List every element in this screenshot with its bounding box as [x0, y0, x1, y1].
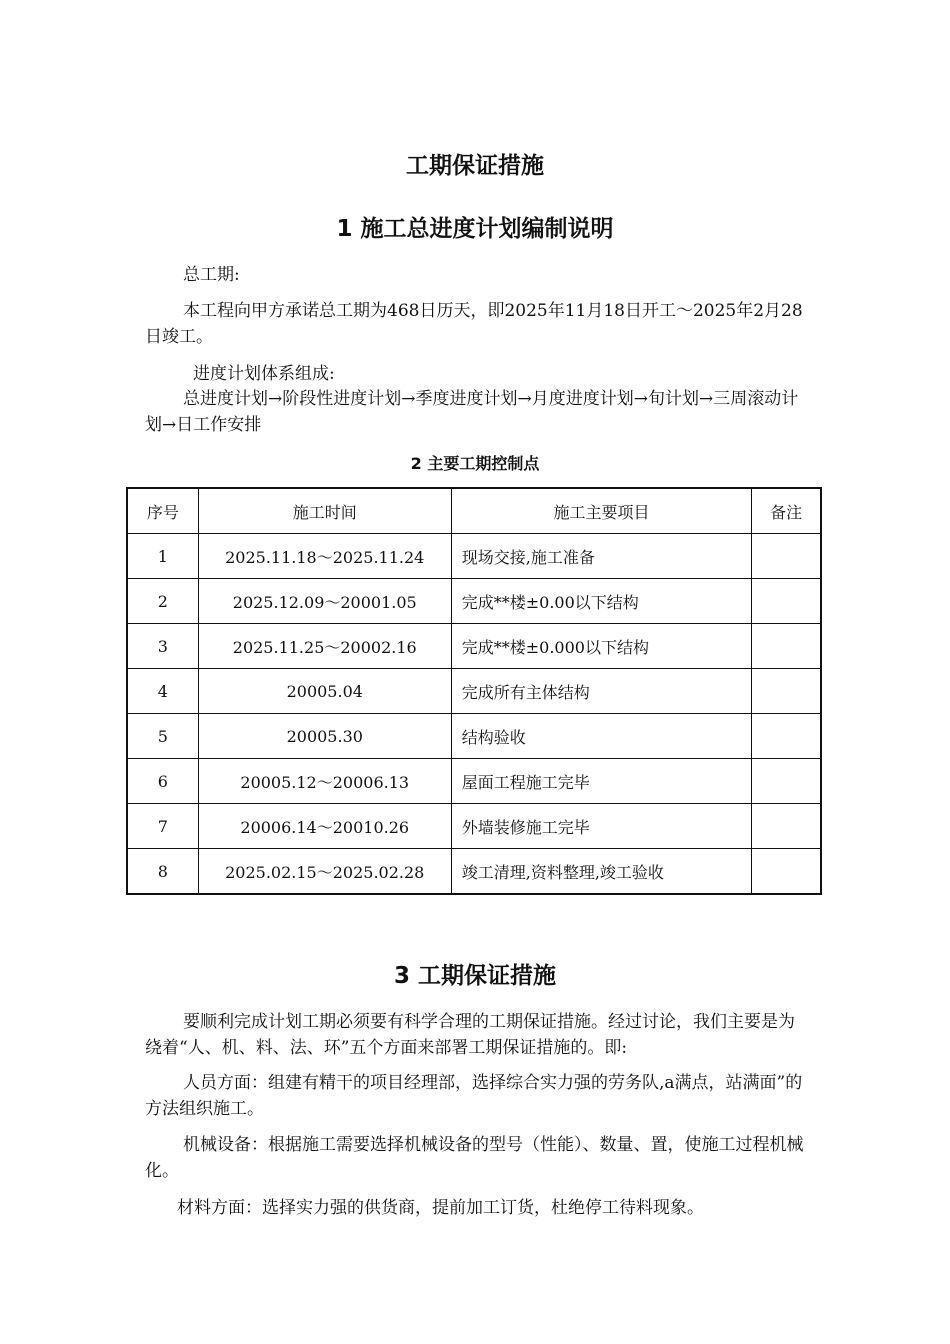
row-note [752, 804, 821, 849]
section1-heading: 1 施工总进度计划编制说明 [336, 216, 614, 242]
row-no: 7 [127, 804, 198, 849]
row-no: 2 [127, 579, 198, 624]
machinery-measures: 机械设备：根据施工需要选择机械设备的型号（性能）、数量、置，使施工过程机械化。 [145, 1135, 804, 1181]
table-row [127, 804, 821, 849]
row-time: 20006.14～20010.26 [198, 804, 451, 849]
row-no: 6 [127, 759, 198, 804]
row-note [752, 669, 821, 714]
schedule-table-caption: 2 主要工期控制点 [410, 454, 540, 473]
row-note [752, 759, 821, 804]
total-duration-text: 本工程向甲方承诺总工期为468日历天，即2025年11月18日开工～2025年2月28日竣工。 [145, 301, 803, 347]
row-time: 20005.12～20006.13 [198, 759, 451, 804]
measures-intro: 要顺利完成计划工期必须要有科学合理的工期保证措施。经过讨论，我们主要是为绕着“人、机、料、法、环”五个方面来部署工期保证措施的。即: [145, 1012, 795, 1058]
header-item: 施工主要项目 [451, 488, 751, 534]
row-no: 3 [127, 624, 198, 669]
row-item: 现场交接,施工准备 [451, 534, 751, 579]
row-item: 完成**楼±0.00以下结构 [451, 579, 751, 624]
row-item: 外墙装修施工完毕 [451, 804, 751, 849]
row-time: 20005.30 [198, 714, 451, 759]
row-time: 2025.11.25～20002.16 [198, 624, 451, 669]
row-note [752, 579, 821, 624]
row-no: 8 [127, 849, 198, 895]
personnel-measures: 人员方面：组建有精干的项目经理部，选择综合实力强的劳务队,a满点，站满面”的方法组织施工。 [145, 1073, 803, 1119]
row-item: 完成所有主体结构 [451, 669, 751, 714]
table-row [127, 759, 821, 804]
table-row [127, 669, 821, 714]
row-time: 2025.11.18～2025.11.24 [198, 534, 451, 579]
row-note [752, 534, 821, 579]
row-item: 屋面工程施工完毕 [451, 759, 751, 804]
row-no: 4 [127, 669, 198, 714]
row-time: 2025.02.15～2025.02.28 [198, 849, 451, 895]
row-item: 完成**楼±0.000以下结构 [451, 624, 751, 669]
table-header-row [127, 488, 821, 534]
header-no: 序号 [127, 488, 198, 534]
row-item: 竣工清理,资料整理,竣工验收 [451, 849, 751, 895]
row-item: 结构验收 [451, 714, 751, 759]
row-no: 5 [127, 714, 198, 759]
document-title: 工期保证措施 [406, 153, 544, 179]
header-note: 备注 [752, 488, 821, 534]
row-note [752, 714, 821, 759]
materials-measures: 材料方面：选择实力强的供货商，提前加工订货，杜绝停工待料现象。 [177, 1198, 704, 1218]
row-time: 2025.12.09～20001.05 [198, 579, 451, 624]
row-note [752, 849, 821, 895]
row-no: 1 [127, 534, 198, 579]
table-row [127, 624, 821, 669]
table-row [127, 579, 821, 624]
table-row [127, 849, 821, 895]
header-time: 施工时间 [198, 488, 451, 534]
table-row [127, 714, 821, 759]
plan-system-text: 总进度计划→阶段性进度计划→季度进度计划→月度进度计划→旬计划→三周滚动计划→日工作安排 [145, 389, 799, 435]
section3-heading: 3 工期保证措施 [393, 963, 556, 989]
row-time: 20005.04 [198, 669, 451, 714]
table-row [127, 534, 821, 579]
row-note [752, 624, 821, 669]
schedule-table [126, 487, 822, 895]
total-duration-label: 总工期: [183, 265, 240, 285]
plan-system-label: 进度计划体系组成: [193, 364, 335, 384]
